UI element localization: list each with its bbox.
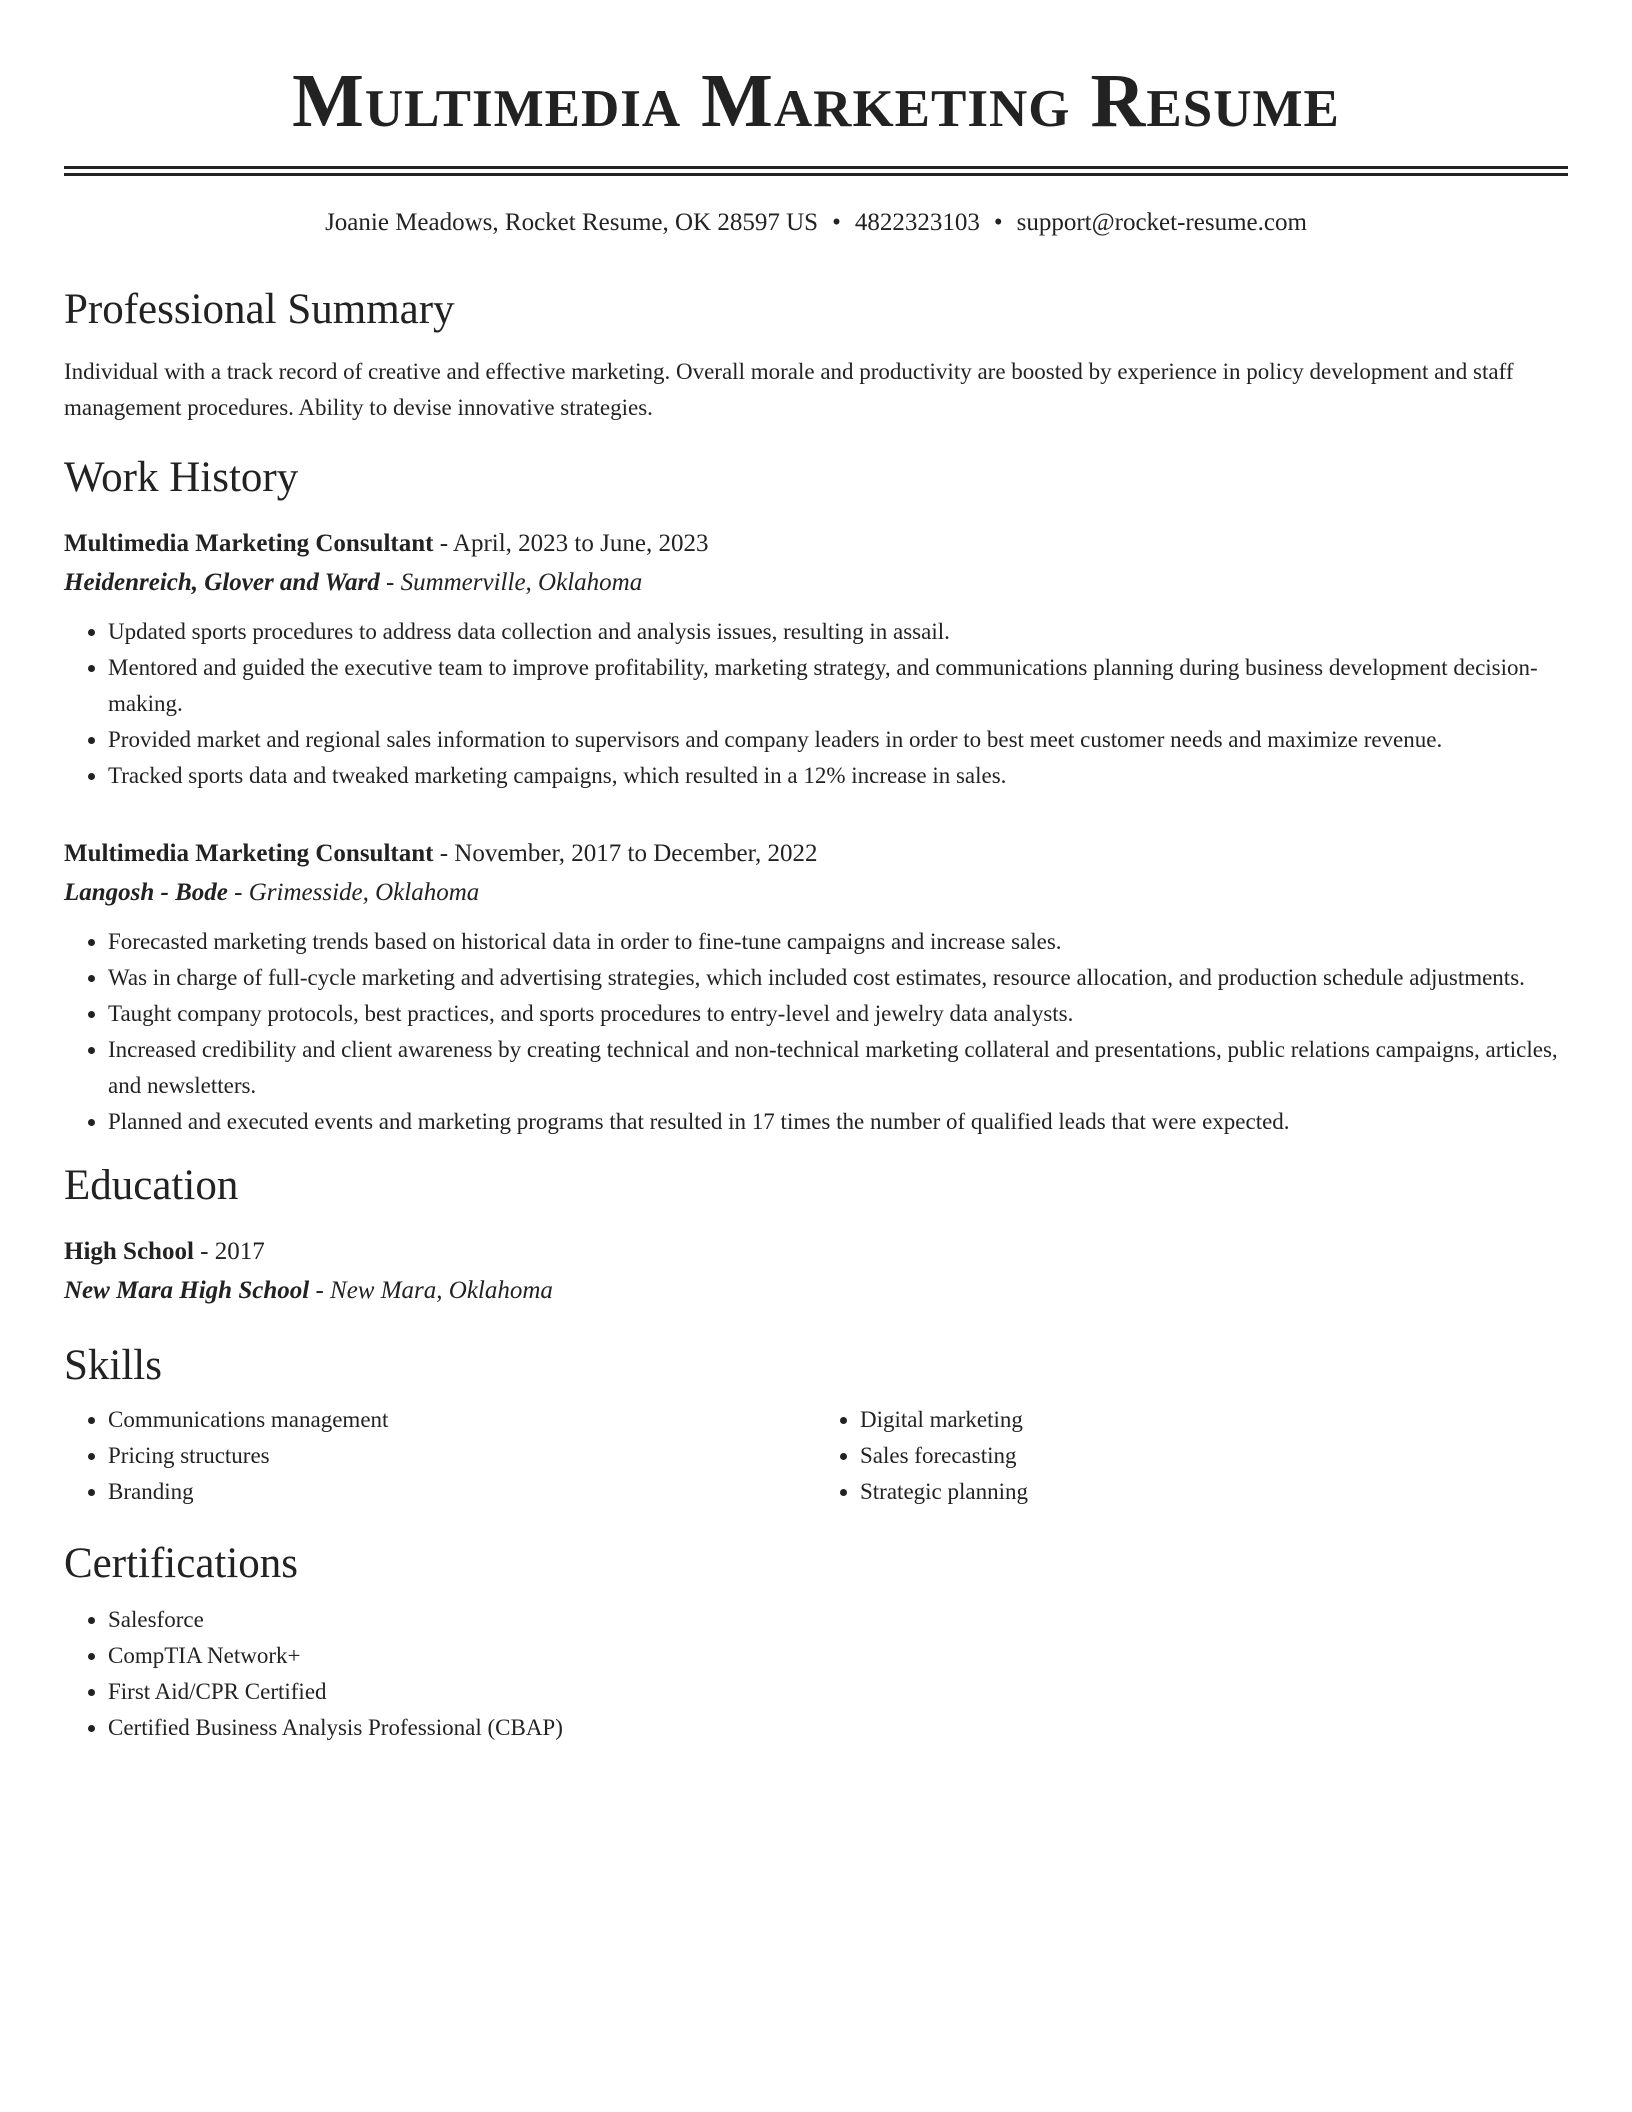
job-dates: - April, 2023 to June, 2023 <box>433 530 709 557</box>
school-line <box>64 1271 1568 1310</box>
certifications-list <box>64 1602 1568 1746</box>
job-entry <box>64 524 1568 794</box>
job-company: Langosh - Bode <box>64 879 228 906</box>
list-item: • Salesforce <box>108 1602 1568 1638</box>
job-location: - Grimesside, Oklahoma <box>227 879 480 906</box>
degree: High School <box>64 1238 194 1265</box>
education-heading: Education <box>64 1162 239 1209</box>
job-dates: - November, 2017 to December, 2022 <box>433 840 818 867</box>
job-title-line <box>64 834 1568 873</box>
contact-phone: 4822323103 <box>854 209 980 236</box>
skills-column-right <box>816 1402 1568 1510</box>
work-history-heading: Work History <box>64 454 299 501</box>
school-location: - New Mara, Oklahoma <box>309 1277 553 1304</box>
education-entry <box>64 1232 1568 1310</box>
list-item: • Digital marketing <box>860 1402 1568 1438</box>
skills-column-left <box>64 1402 816 1510</box>
list-item: • First Aid/CPR Certified <box>108 1674 1568 1710</box>
list-item: • Communications management <box>108 1402 816 1438</box>
list-item: • Forecasted marketing trends based on historical data in order to fine-tune campaigns and increase sales. <box>108 924 1568 960</box>
job-bullets <box>64 924 1568 1140</box>
job-company: Heidenreich, Glover and Ward <box>64 569 380 596</box>
job-location: - Summerville, Oklahoma <box>379 569 643 596</box>
list-item: • Strategic planning <box>860 1474 1568 1510</box>
job-title: Multimedia Marketing Consultant <box>64 840 434 867</box>
list-item: • Increased credibility and client awareness by creating technical and non-technical marketing collateral and presentations, public relations campaigns, articles, and newsletters. <box>108 1032 1568 1104</box>
list-item: • Provided market and regional sales information to supervisors and company leaders in order to best meet customer needs and maximize revenue. <box>108 722 1568 758</box>
skills-heading: Skills <box>64 1342 162 1389</box>
bullet-separator: • <box>993 209 1003 236</box>
list-item: • Taught company protocols, best practices, and sports procedures to entry-level and jewelry data analysts. <box>108 996 1568 1032</box>
job-title-line <box>64 524 1568 563</box>
list-item: • Mentored and guided the executive team to improve profitability, marketing strategy, and communications planning during business development decision-making. <box>108 650 1568 722</box>
graduation-year: - 2017 <box>193 1238 265 1265</box>
list-item: • Updated sports procedures to address data collection and analysis issues, resulting in assail. <box>108 614 1568 650</box>
job-title: Multimedia Marketing Consultant <box>64 530 434 557</box>
contact-email: support@rocket-resume.com <box>1016 209 1307 236</box>
list-item: • Sales forecasting <box>860 1438 1568 1474</box>
bullet-separator: • <box>832 209 841 236</box>
summary-heading: Professional Summary <box>64 286 455 333</box>
list-item: • Branding <box>108 1474 816 1510</box>
contact-address: Joanie Meadows, Rocket Resume, OK 28597 US <box>325 209 819 236</box>
list-item: • Tracked sports data and tweaked marketing campaigns, which resulted in a 12% increase in sales. <box>108 758 1568 794</box>
page-title: Multimedia Marketing Resume <box>292 59 1340 143</box>
list-item: • Planned and executed events and marketing programs that resulted in 17 times the number of qualified leads that were expected. <box>108 1104 1568 1140</box>
job-bullets <box>64 614 1568 794</box>
title-double-rule <box>64 166 1568 176</box>
school-name: New Mara High School <box>64 1277 310 1304</box>
contact-line <box>64 206 1568 240</box>
list-item: • Was in charge of full-cycle marketing and advertising strategies, which included cost estimates, resource allocation, and production schedule adjustments. <box>108 960 1568 996</box>
list-item: • CompTIA Network+ <box>108 1638 1568 1674</box>
job-company-line <box>64 563 1568 602</box>
summary-text: Individual with a track record of creative and effective marketing. Overall morale and productivity are boosted by experience in policy development and staff management procedures. Ability to devise innovative strategies. <box>64 359 1514 420</box>
list-item: • Certified Business Analysis Professional (CBAP) <box>108 1710 1568 1746</box>
job-entry <box>64 834 1568 1140</box>
job-company-line <box>64 873 1568 912</box>
list-item: • Pricing structures <box>108 1438 816 1474</box>
degree-line <box>64 1232 1568 1271</box>
certifications-heading: Certifications <box>64 1540 299 1587</box>
skills-grid <box>64 1402 1568 1510</box>
